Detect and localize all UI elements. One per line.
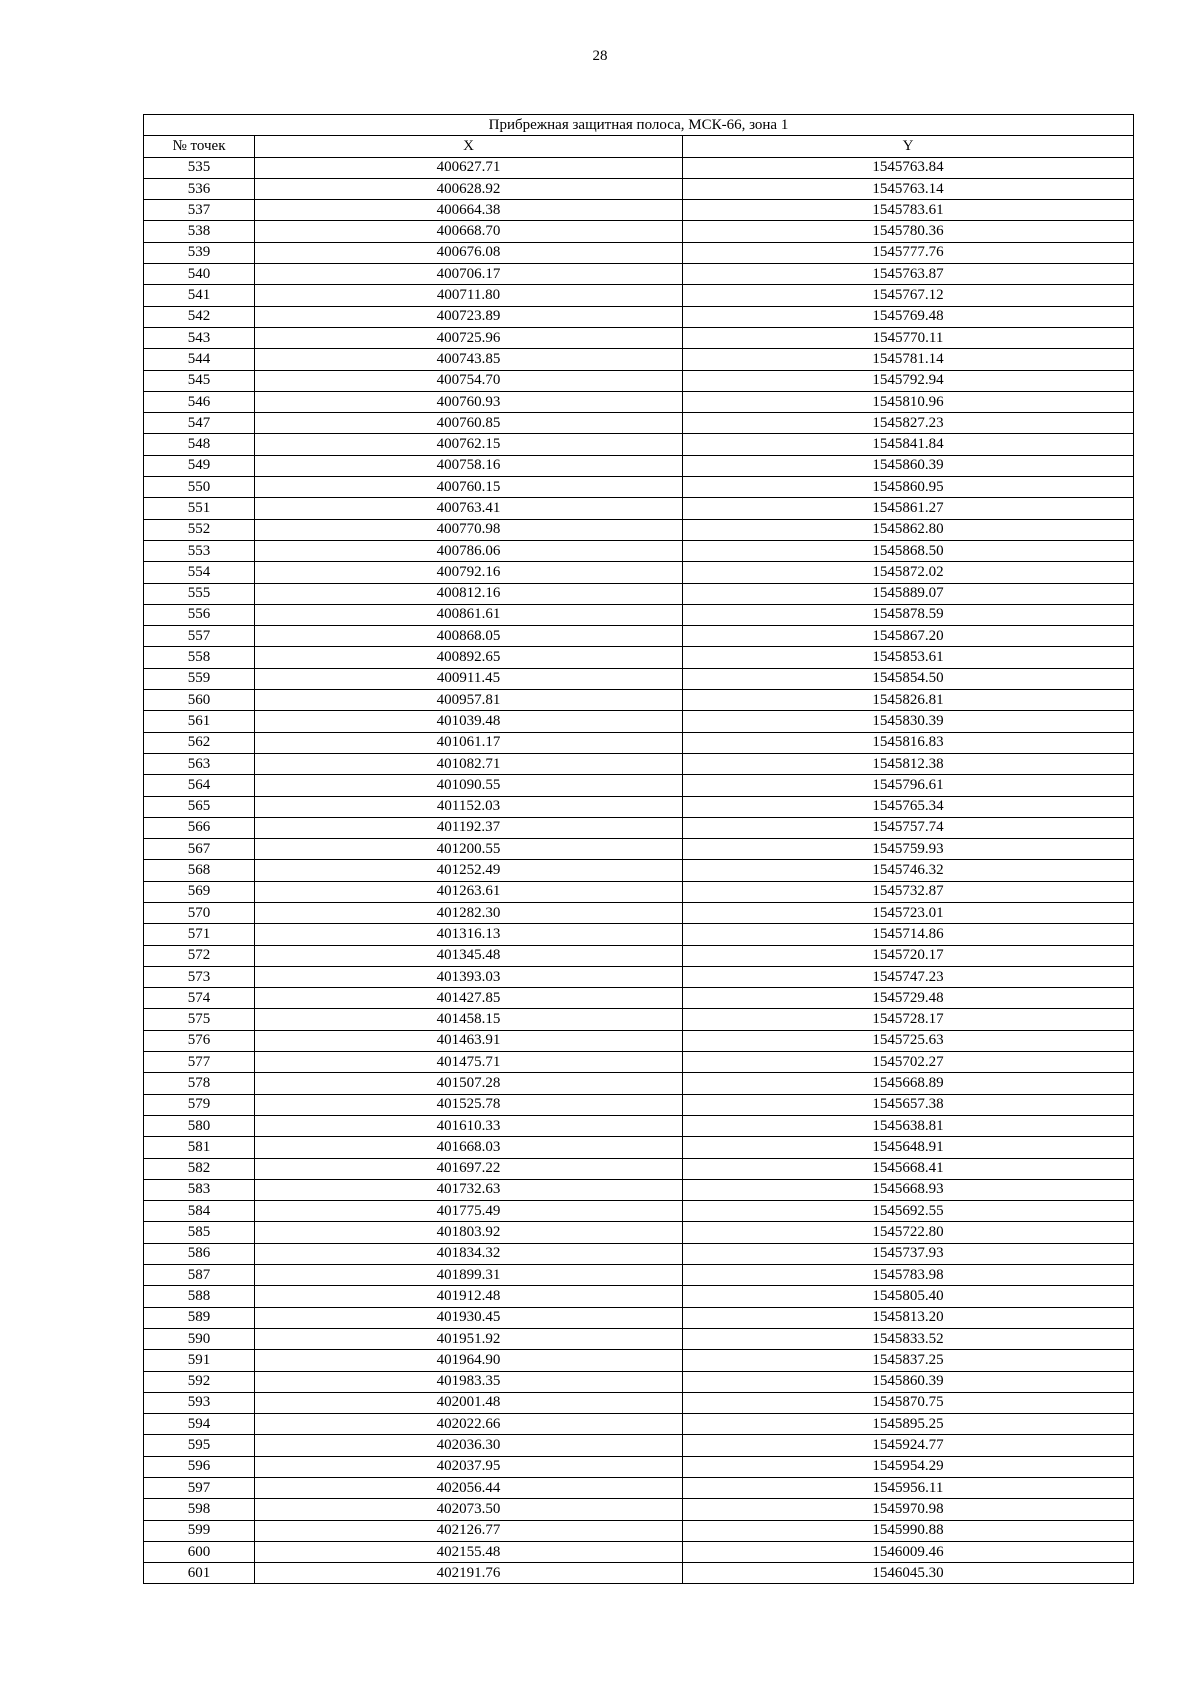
cell-y: 1545860.39 [683,455,1134,476]
cell-y: 1545723.01 [683,902,1134,923]
cell-x: 400763.41 [255,498,683,519]
cell-x: 401697.22 [255,1158,683,1179]
table-row [144,1371,1134,1392]
cell-point-number: 563 [144,753,255,774]
cell-x: 400892.65 [255,647,683,668]
table-row [144,1243,1134,1264]
cell-point-number: 551 [144,498,255,519]
cell-point-number: 598 [144,1499,255,1520]
cell-y: 1545810.96 [683,391,1134,412]
table-row [144,860,1134,881]
cell-x: 402126.77 [255,1520,683,1541]
table-row [144,1328,1134,1349]
cell-x: 402001.48 [255,1392,683,1413]
cell-x: 400743.85 [255,349,683,370]
cell-x: 401282.30 [255,902,683,923]
cell-point-number: 597 [144,1478,255,1499]
table-row [144,455,1134,476]
cell-x: 400754.70 [255,370,683,391]
cell-point-number: 562 [144,732,255,753]
table-row [144,1115,1134,1136]
table-row [144,647,1134,668]
table-row [144,1286,1134,1307]
table-row [144,732,1134,753]
cell-x: 401610.33 [255,1115,683,1136]
cell-y: 1545783.61 [683,200,1134,221]
cell-x: 400770.98 [255,519,683,540]
cell-point-number: 599 [144,1520,255,1541]
cell-x: 400762.15 [255,434,683,455]
cell-y: 1545763.87 [683,264,1134,285]
table-row [144,1265,1134,1286]
cell-y: 1545861.27 [683,498,1134,519]
table-row [144,285,1134,306]
cell-y: 1545747.23 [683,966,1134,987]
table-row [144,200,1134,221]
cell-x: 401345.48 [255,945,683,966]
cell-point-number: 565 [144,796,255,817]
cell-point-number: 591 [144,1350,255,1371]
cell-x: 401775.49 [255,1201,683,1222]
cell-x: 402036.30 [255,1435,683,1456]
cell-x: 402191.76 [255,1563,683,1584]
table-row [144,988,1134,1009]
cell-y: 1545720.17 [683,945,1134,966]
cell-point-number: 536 [144,178,255,199]
table-row [144,370,1134,391]
cell-point-number: 588 [144,1286,255,1307]
cell-y: 1545780.36 [683,221,1134,242]
header-x: X [255,136,683,157]
cell-y: 1545889.07 [683,583,1134,604]
table-row [144,306,1134,327]
cell-y: 1545833.52 [683,1328,1134,1349]
cell-x: 400725.96 [255,327,683,348]
table-row [144,498,1134,519]
cell-x: 401983.35 [255,1371,683,1392]
cell-x: 401458.15 [255,1009,683,1030]
cell-y: 1545830.39 [683,711,1134,732]
table-row [144,711,1134,732]
cell-x: 401200.55 [255,839,683,860]
cell-point-number: 596 [144,1456,255,1477]
cell-y: 1545872.02 [683,562,1134,583]
table-row [144,1541,1134,1562]
cell-x: 400792.16 [255,562,683,583]
cell-point-number: 535 [144,157,255,178]
cell-point-number: 578 [144,1073,255,1094]
cell-point-number: 575 [144,1009,255,1030]
cell-x: 400760.15 [255,477,683,498]
table-row [144,626,1134,647]
cell-point-number: 538 [144,221,255,242]
cell-y: 1545990.88 [683,1520,1134,1541]
table-row [144,1520,1134,1541]
cell-x: 401252.49 [255,860,683,881]
cell-x: 401061.17 [255,732,683,753]
cell-point-number: 583 [144,1179,255,1200]
cell-y: 1545796.61 [683,775,1134,796]
table-row [144,1307,1134,1328]
cell-point-number: 586 [144,1243,255,1264]
cell-x: 401507.28 [255,1073,683,1094]
table-row [144,881,1134,902]
cell-y: 1545668.93 [683,1179,1134,1200]
cell-point-number: 547 [144,413,255,434]
cell-y: 1545816.83 [683,732,1134,753]
cell-point-number: 550 [144,477,255,498]
cell-y: 1545770.11 [683,327,1134,348]
table-row [144,945,1134,966]
cell-point-number: 558 [144,647,255,668]
cell-x: 400668.70 [255,221,683,242]
table-row [144,1158,1134,1179]
cell-x: 401316.13 [255,924,683,945]
cell-y: 1545722.80 [683,1222,1134,1243]
cell-x: 400628.92 [255,178,683,199]
cell-point-number: 564 [144,775,255,796]
cell-y: 1545692.55 [683,1201,1134,1222]
table-row [144,668,1134,689]
cell-point-number: 600 [144,1541,255,1562]
cell-x: 401930.45 [255,1307,683,1328]
cell-y: 1545668.89 [683,1073,1134,1094]
table-body [144,157,1134,1584]
cell-x: 400911.45 [255,668,683,689]
cell-point-number: 572 [144,945,255,966]
cell-point-number: 545 [144,370,255,391]
cell-x: 400627.71 [255,157,683,178]
table-row [144,434,1134,455]
cell-point-number: 601 [144,1563,255,1584]
table-row [144,753,1134,774]
table-row [144,1435,1134,1456]
cell-x: 401732.63 [255,1179,683,1200]
cell-x: 401152.03 [255,796,683,817]
cell-point-number: 577 [144,1052,255,1073]
table-row [144,1094,1134,1115]
cell-point-number: 542 [144,306,255,327]
cell-x: 402155.48 [255,1541,683,1562]
cell-y: 1545792.94 [683,370,1134,391]
cell-y: 1545648.91 [683,1137,1134,1158]
cell-y: 1545729.48 [683,988,1134,1009]
cell-y: 1545841.84 [683,434,1134,455]
table-row [144,1179,1134,1200]
table-row [144,178,1134,199]
cell-y: 1545895.25 [683,1414,1134,1435]
cell-point-number: 589 [144,1307,255,1328]
cell-x: 400812.16 [255,583,683,604]
cell-y: 1545781.14 [683,349,1134,370]
cell-point-number: 592 [144,1371,255,1392]
cell-x: 400706.17 [255,264,683,285]
cell-y: 1545763.84 [683,157,1134,178]
cell-y: 1545805.40 [683,1286,1134,1307]
coordinates-table [143,114,1134,1584]
header-y: Y [683,136,1134,157]
table-row [144,540,1134,561]
cell-x: 401912.48 [255,1286,683,1307]
cell-x: 402022.66 [255,1414,683,1435]
cell-x: 400760.93 [255,391,683,412]
table-row [144,1201,1134,1222]
cell-x: 400723.89 [255,306,683,327]
cell-x: 401263.61 [255,881,683,902]
table-row [144,1222,1134,1243]
cell-y: 1545924.77 [683,1435,1134,1456]
cell-point-number: 595 [144,1435,255,1456]
table-row [144,690,1134,711]
cell-x: 400676.08 [255,242,683,263]
cell-y: 1545854.50 [683,668,1134,689]
cell-y: 1545668.41 [683,1158,1134,1179]
cell-point-number: 569 [144,881,255,902]
table-row [144,349,1134,370]
cell-x: 400760.85 [255,413,683,434]
cell-y: 1545765.34 [683,796,1134,817]
table-row [144,1392,1134,1413]
cell-y: 1545813.20 [683,1307,1134,1328]
cell-x: 402073.50 [255,1499,683,1520]
cell-y: 1545853.61 [683,647,1134,668]
cell-x: 401899.31 [255,1265,683,1286]
table-row [144,604,1134,625]
cell-point-number: 549 [144,455,255,476]
cell-y: 1546045.30 [683,1563,1134,1584]
cell-y: 1545777.76 [683,242,1134,263]
table-row [144,327,1134,348]
cell-point-number: 568 [144,860,255,881]
table-head [144,115,1134,158]
cell-x: 402037.95 [255,1456,683,1477]
cell-point-number: 566 [144,817,255,838]
table-row [144,477,1134,498]
cell-x: 400786.06 [255,540,683,561]
table-row [144,796,1134,817]
cell-x: 402056.44 [255,1478,683,1499]
table-row [144,1499,1134,1520]
cell-point-number: 554 [144,562,255,583]
cell-x: 400861.61 [255,604,683,625]
cell-x: 400868.05 [255,626,683,647]
cell-point-number: 584 [144,1201,255,1222]
cell-point-number: 537 [144,200,255,221]
cell-x: 401039.48 [255,711,683,732]
cell-y: 1545702.27 [683,1052,1134,1073]
table-header-row [144,136,1134,157]
cell-x: 400711.80 [255,285,683,306]
cell-y: 1545812.38 [683,753,1134,774]
cell-x: 401427.85 [255,988,683,1009]
table-row [144,391,1134,412]
cell-point-number: 544 [144,349,255,370]
cell-x: 401951.92 [255,1328,683,1349]
cell-x: 401463.91 [255,1030,683,1051]
table-row [144,1478,1134,1499]
cell-x: 401964.90 [255,1350,683,1371]
table-row [144,1052,1134,1073]
cell-point-number: 557 [144,626,255,647]
cell-y: 1545837.25 [683,1350,1134,1371]
cell-point-number: 570 [144,902,255,923]
cell-point-number: 546 [144,391,255,412]
cell-point-number: 555 [144,583,255,604]
cell-x: 400758.16 [255,455,683,476]
cell-point-number: 559 [144,668,255,689]
cell-x: 401668.03 [255,1137,683,1158]
cell-point-number: 580 [144,1115,255,1136]
cell-y: 1545769.48 [683,306,1134,327]
table-row [144,1009,1134,1030]
table-row [144,839,1134,860]
table-row [144,1350,1134,1371]
cell-y: 1545956.11 [683,1478,1134,1499]
cell-point-number: 587 [144,1265,255,1286]
cell-y: 1545862.80 [683,519,1134,540]
cell-y: 1545878.59 [683,604,1134,625]
table-row [144,1456,1134,1477]
table-row [144,242,1134,263]
cell-y: 1545759.93 [683,839,1134,860]
cell-point-number: 590 [144,1328,255,1349]
table-row [144,1030,1134,1051]
cell-x: 401192.37 [255,817,683,838]
cell-point-number: 579 [144,1094,255,1115]
table-row [144,1073,1134,1094]
table-row [144,1414,1134,1435]
cell-point-number: 594 [144,1414,255,1435]
cell-y: 1545638.81 [683,1115,1134,1136]
cell-x: 401090.55 [255,775,683,796]
cell-point-number: 553 [144,540,255,561]
cell-point-number: 541 [144,285,255,306]
cell-point-number: 540 [144,264,255,285]
cell-x: 400664.38 [255,200,683,221]
cell-point-number: 552 [144,519,255,540]
page-number: 28 [592,48,608,64]
table-row [144,157,1134,178]
table-row [144,583,1134,604]
cell-point-number: 581 [144,1137,255,1158]
cell-point-number: 561 [144,711,255,732]
cell-y: 1545763.14 [683,178,1134,199]
table-row [144,902,1134,923]
table-row [144,1563,1134,1584]
table-row [144,519,1134,540]
cell-x: 401803.92 [255,1222,683,1243]
table-title: Прибрежная защитная полоса, МСК-66, зона 1 [144,115,1134,136]
cell-y: 1545870.75 [683,1392,1134,1413]
cell-y: 1545867.20 [683,626,1134,647]
cell-point-number: 574 [144,988,255,1009]
cell-y: 1546009.46 [683,1541,1134,1562]
cell-x: 401834.32 [255,1243,683,1264]
cell-y: 1545954.29 [683,1456,1134,1477]
cell-point-number: 539 [144,242,255,263]
table-row [144,966,1134,987]
cell-point-number: 556 [144,604,255,625]
cell-x: 401475.71 [255,1052,683,1073]
table-row [144,775,1134,796]
cell-x: 400957.81 [255,690,683,711]
cell-y: 1545826.81 [683,690,1134,711]
table-row [144,221,1134,242]
cell-point-number: 571 [144,924,255,945]
cell-point-number: 543 [144,327,255,348]
cell-y: 1545657.38 [683,1094,1134,1115]
cell-y: 1545970.98 [683,1499,1134,1520]
cell-point-number: 576 [144,1030,255,1051]
table-row [144,924,1134,945]
cell-y: 1545767.12 [683,285,1134,306]
cell-point-number: 582 [144,1158,255,1179]
header-point-number: № точек [144,136,255,157]
cell-y: 1545827.23 [683,413,1134,434]
cell-y: 1545725.63 [683,1030,1134,1051]
cell-point-number: 593 [144,1392,255,1413]
cell-point-number: 548 [144,434,255,455]
cell-y: 1545737.93 [683,1243,1134,1264]
table-row [144,264,1134,285]
cell-x: 401525.78 [255,1094,683,1115]
cell-y: 1545868.50 [683,540,1134,561]
table-title-row [144,115,1134,136]
cell-y: 1545783.98 [683,1265,1134,1286]
table-row [144,562,1134,583]
table-row [144,817,1134,838]
cell-y: 1545757.74 [683,817,1134,838]
cell-point-number: 573 [144,966,255,987]
cell-y: 1545714.86 [683,924,1134,945]
cell-y: 1545860.95 [683,477,1134,498]
cell-y: 1545860.39 [683,1371,1134,1392]
cell-y: 1545746.32 [683,860,1134,881]
table-row [144,413,1134,434]
cell-y: 1545732.87 [683,881,1134,902]
cell-y: 1545728.17 [683,1009,1134,1030]
cell-point-number: 585 [144,1222,255,1243]
table-row [144,1137,1134,1158]
cell-x: 401393.03 [255,966,683,987]
cell-x: 401082.71 [255,753,683,774]
cell-point-number: 560 [144,690,255,711]
cell-point-number: 567 [144,839,255,860]
